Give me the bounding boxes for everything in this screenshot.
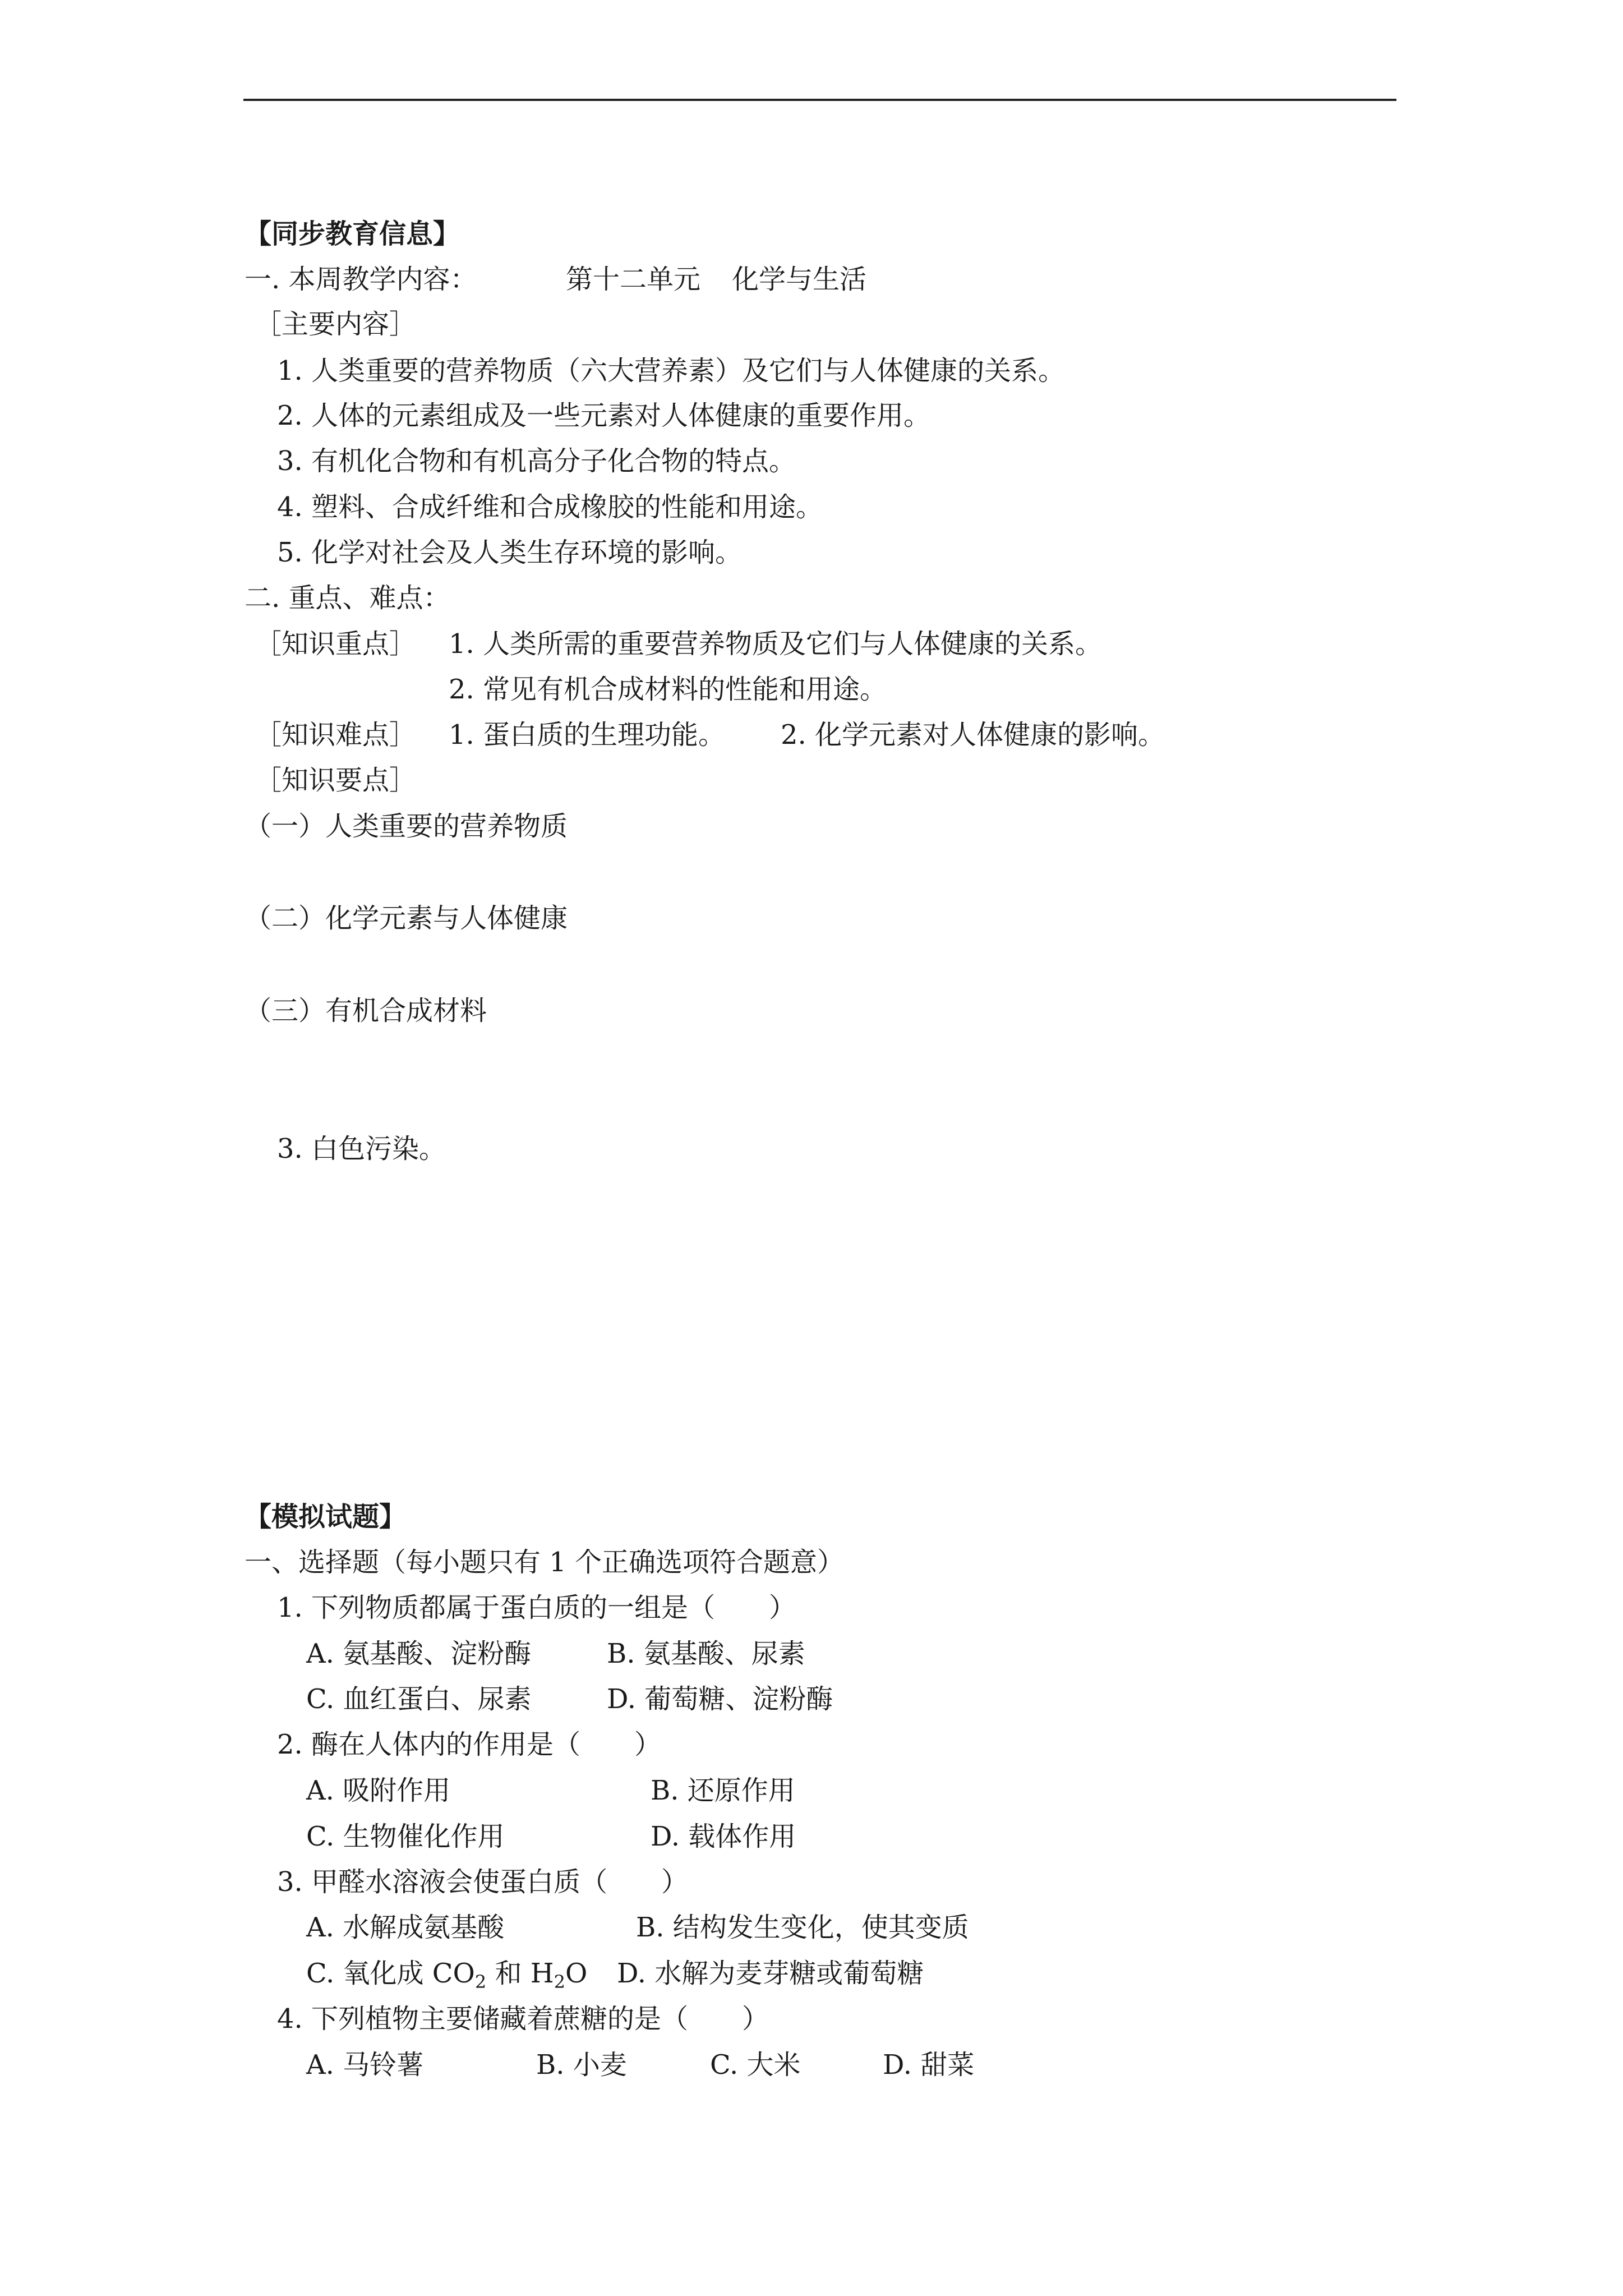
- quiz-heading: 【模拟试题】: [245, 1501, 407, 1533]
- key-points-label: ［知识重点］: [255, 628, 417, 660]
- key-point-1: 1. 人类所需的重要营养物质及它们与人体健康的关系。: [449, 628, 1103, 660]
- quiz-section-title: 一、选择题（每小题只有 1 个正确选项符合题意）: [245, 1547, 845, 1578]
- section-nutrients: （一）人类重要的营养物质: [245, 811, 568, 842]
- q4-option-a: A. 马铃薯: [306, 2049, 424, 2081]
- q4-stem: 4. 下列植物主要储藏着蔗糖的是（ ）: [277, 2003, 769, 2035]
- q2-option-b: B. 还原作用: [651, 1775, 795, 1806]
- q1-option-a: A. 氨基酸、淀粉酶: [306, 1638, 532, 1669]
- main-content-header: ［主要内容］: [255, 309, 417, 340]
- main-item-5: 5. 化学对社会及人类生存环境的影响。: [277, 537, 743, 568]
- section-organic-materials: （三）有机合成材料: [245, 995, 487, 1027]
- q3-option-c: [306, 1957, 587, 1999]
- co2-subscript: 2: [474, 1971, 487, 1993]
- week-content-label: 一. 本周教学内容：: [245, 264, 477, 295]
- header-rule: [243, 99, 1396, 101]
- q2-stem: 2. 酶在人体内的作用是（ ）: [277, 1729, 662, 1760]
- q1-option-c: C. 血红蛋白、尿素: [306, 1683, 532, 1715]
- key-point-2: 2. 常见有机合成材料的性能和用途。: [449, 674, 887, 705]
- main-item-4: 4. 塑料、合成纤维和合成橡胶的性能和用途。: [277, 491, 823, 523]
- unit-label: 第十二单元: [566, 264, 701, 295]
- q4-option-b: B. 小麦: [536, 2049, 627, 2081]
- q2-option-a: A. 吸附作用: [306, 1775, 451, 1806]
- q3-option-c-prefix: C. 氧化成 CO: [306, 1958, 475, 1989]
- info-heading: 【同步教育信息】: [245, 218, 460, 250]
- essentials-label: ［知识要点］: [255, 765, 417, 796]
- q3-option-a: A. 水解成氨基酸: [306, 1912, 505, 1943]
- main-item-2: 2. 人体的元素组成及一些元素对人体健康的重要作用。: [277, 400, 931, 431]
- q3-stem: 3. 甲醛水溶液会使蛋白质（ ）: [277, 1866, 689, 1898]
- q1-option-b: B. 氨基酸、尿素: [607, 1638, 805, 1669]
- q3-option-c-mid: 和 H: [486, 1958, 554, 1989]
- q2-option-d: D. 载体作用: [651, 1821, 796, 1852]
- q4-option-d: D. 甜菜: [883, 2049, 975, 2081]
- white-pollution-item: 3. 白色污染。: [277, 1133, 446, 1165]
- h2o-subscript: 2: [554, 1971, 565, 1993]
- difficult-points-label: ［知识难点］: [255, 719, 417, 751]
- q1-stem: 1. 下列物质都属于蛋白质的一组是（ ）: [277, 1592, 796, 1623]
- key-difficult-label: 二. 重点、难点：: [245, 582, 450, 614]
- q4-option-c: C. 大米: [710, 2049, 801, 2081]
- section-elements: （二）化学元素与人体健康: [245, 903, 568, 934]
- q1-option-d: D. 葡萄糖、淀粉酶: [607, 1683, 833, 1715]
- unit-title: 化学与生活: [732, 264, 867, 295]
- q3-option-d: D. 水解为麦芽糖或葡萄糖: [617, 1958, 924, 1989]
- main-item-1: 1. 人类重要的营养物质（六大营养素）及它们与人体健康的关系。: [277, 355, 1066, 386]
- main-item-3: 3. 有机化合物和有机高分子化合物的特点。: [277, 445, 796, 477]
- difficult-point-1: 1. 蛋白质的生理功能。: [449, 719, 726, 751]
- q3-option-c-suffix: O: [565, 1958, 588, 1989]
- q2-option-c: C. 生物催化作用: [306, 1821, 505, 1852]
- difficult-point-2: 2. 化学元素对人体健康的影响。: [781, 719, 1165, 751]
- q3-option-b: B. 结构发生变化，使其变质: [636, 1912, 969, 1943]
